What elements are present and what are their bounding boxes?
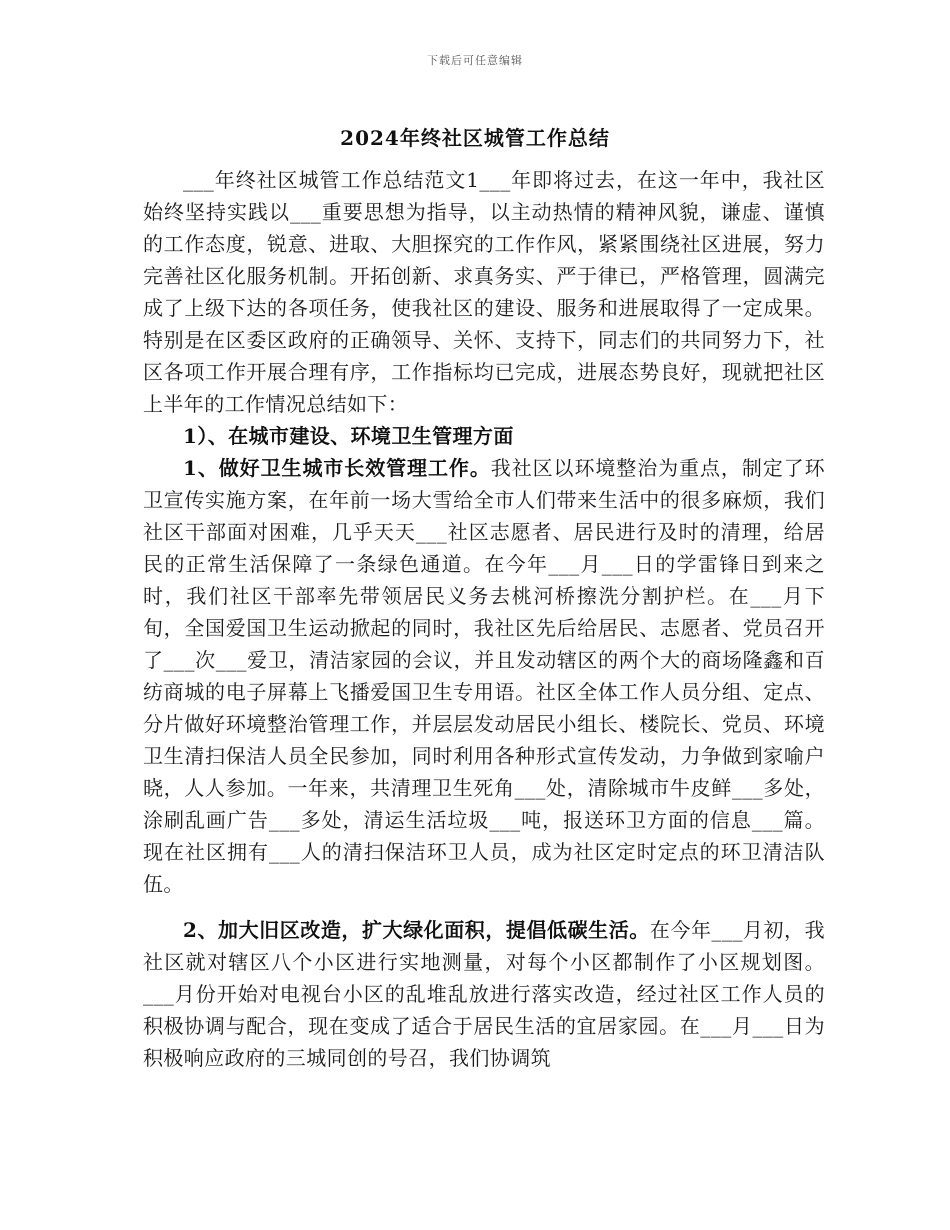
item-2-text: 在今年___月初，我社区就对辖区八个小区进行实地测量，对每个小区都制作了小区规划图。___月份开始对电视台小区的乱堆乱放进行落实改造，经过社区工作人员的积极协调与配合，现在变成了适合于居民生活的宜居家园。在___月___日为积极响应政府的三城同创的号召，我们协调筑 (143, 918, 825, 1070)
item-1-text: 我社区以环境整治为重点，制定了环卫宣传实施方案，在年前一场大雪给全市人们带来生活中的很多麻烦，我们社区干部面对困难，几乎天天___社区志愿者、居民进行及时的清理，给居民的正常生活保障了一条绿色通道。在今年___月___日的学雷锋日到来之时，我们社区干部率先带领居民义务去桃河桥擦洗分割护栏。在___月下旬，全国爱国卫生运动掀起的同时，我社区先后给居民、志愿者、党员召开了___次___爱卫，清洁家园的会议，并且发动辖区的两个大的商场隆鑫和百纺商城的电子屏幕上飞播爱国卫生专用语。社区全体工作人员分组、定点、分片做好环境整治管理工作，并层层发动居民小组长、楼院长、党员、环境卫生清扫保洁人员全民参加，同时利用各种形式宣传发动，力争做到家喻户晓，人人参加。一年来，共清理卫生死角___处，清除城市牛皮鲜___多处，涂刷乱画广告___多处，清运生活垃圾___吨，报送环卫方面的信息___篇。现在社区拥有___人的清扫保洁环卫人员，成为社区定时定点的环卫清洁队伍。 (143, 456, 826, 896)
header-note: 下载后可任意编辑 (427, 54, 523, 67)
intro-paragraph: ___年终社区城管工作总结范文1___年即将过去，在这一年中，我社区始终坚持实践以___重要思想为指导，以主动热情的精神风貌，谦虚、谨慎的工作态度，锐意、进取、大胆探究的工作作风，紧紧围绕社区进展，努力完善社区化服务机制。开拓创新、求真务实、严于律已，严格管理，圆满完成了上级下达的各项任务，使我社区的建设、服务和进展取得了一定成果。特别是在区委区政府的正确领导、关怀、支持下，同志们的共同努力下，社区各项工作开展合理有序，工作指标均已完成，进展态势良好，现就把社区上半年的工作情况总结如下： (143, 168, 825, 416)
document-title: 2024年终社区城管工作总结 (340, 126, 610, 150)
item-2-paragraph (143, 914, 825, 1074)
document-body (143, 164, 825, 1074)
item-2-lead: 2、加大旧区改造，扩大绿化面积，提倡低碳生活。 (183, 918, 650, 942)
item-1-paragraph (143, 452, 825, 900)
item-1-lead: 1、做好卫生城市长效管理工作。 (183, 456, 491, 480)
section-heading: 1）、在城市建设、环境卫生管理方面 (183, 424, 514, 448)
